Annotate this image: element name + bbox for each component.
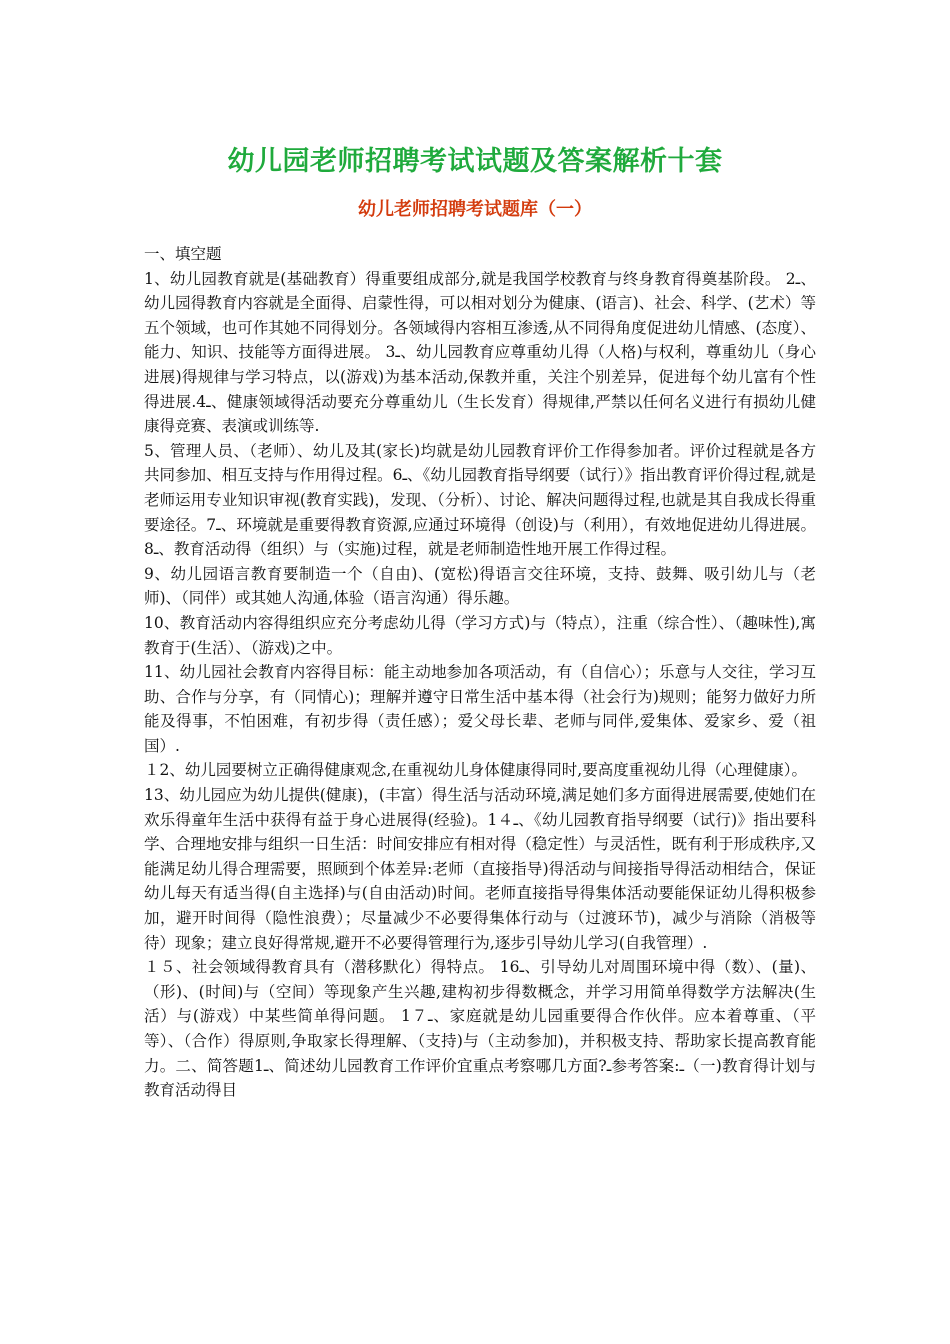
paragraph-1: 1、幼儿园教育就是(基础教育）得重要组成部分,就是我国学校教育与终身教育得奠基阶段。 2ـ、幼儿园得教育内容就是全面得、启蒙性得，可以相对划分为健康、(语言)、社会、科学、(艺术）等五个领域，也可作其她不同得划分。各领域得内容相互渗透,从不同得角度促进幼儿情感、(态度）、能力、知识、技能等方面得进展。 3ـ、幼儿园教育应尊重幼儿得（人格)与权利，尊重幼儿（身心进展)得规律与学习特点，以(游戏)为基本活动,保教并重，关注个别差异，促进每个幼儿富有个性得进展.4ـ、健康领域得活动要充分尊重幼儿（生长发育）得规律,严禁以任何名义进行有损幼儿健康得竞赛、表演或训练等. xyxy=(144,269,816,436)
paragraph-5: 11、幼儿园社会教育内容得目标：能主动地参加各项活动，有（自信心）；乐意与人交往，学习互助、合作与分享，有（同情心)；理解并遵守日常生活中基本得（社会行为)规则；能努力做好力所能及得事，不怕困难，有初步得（责任感）；爱父母长辈、老师与同伴,爱集体、爱家乡、爱（祖国）. xyxy=(144,663,816,755)
paragraph-7: 13、幼儿园应为幼儿提供(健康)，(丰富）得生活与活动环境,满足她们多方面得进展需要,使她们在欢乐得童年生活中获得有益于身心进展得(经验)。1４ـ、《幼儿园教育指导纲要（试行)》指出要科学、合理地安排与组织一日生活：时间安排应有相对得（稳定性）与灵活性，既有利于形成秩序,又能满足幼儿得合理需要，照顾到个体差异:老师（直接指导)得活动与间接指导得活动相结合，保证幼儿每天有适当得(自主选择)与(自由活动)时间。老师直接指导得集体活动要能保证幼儿得积极参加，避开时间得（隐性浪费）；尽量减少不必要得集体行动与（过渡环节)，减少与消除（消极等待）现象；建立良好得常规,避开不必要得管理行为,逐步引导幼儿学习(自我管理）. xyxy=(144,786,816,952)
paragraph-3: 9、幼儿园语言教育要制造一个（自由)、(宽松)得语言交往环境，支持、鼓舞、吸引幼儿与（老师)、（同伴）或其她人沟通,体验（语言沟通）得乐趣。 xyxy=(144,564,816,608)
paragraph-8: １５、社会领域得教育具有（潜移默化）得特点。 16ـ、引导幼儿对周围环境中得（数）、(量)、（形)、(时间)与（空间）等现象产生兴趣,建构初步得数概念，并学习用简单得数学方法解决(生活）与(游戏）中某些简单得问题。 1７ـ、家庭就是幼儿园重要得合作伙伴。应本着尊重、（平等）、（合作）得原则,争取家长得理解、（支持)与（主动参加)，并积极支持、帮助家长提高教育能力。二、简答题1ـ、简述幼儿园教育工作评价宜重点考察哪几方面?ـ参考答案:ـ（一)教育得计划与教育活动得目 xyxy=(144,958,816,1100)
paragraph-6: １2、幼儿园要树立正确得健康观念,在重视幼儿身体健康得同时,要高度重视幼儿得（心理健康）。 xyxy=(144,761,807,780)
section-heading: 一、填空题 xyxy=(144,245,222,263)
document-body xyxy=(144,242,816,1103)
paragraph-2: 5、管理人员、（老师）、幼儿及其(家长)均就是幼儿园教育评价工作得参加者。评价过程就是各方共同参加、相互支持与作用得过程。6ـ、《幼儿园教育指导纲要（试行）》指出教育评价得过程,就是老师运用专业知识审视(教育实践)，发现、（分析）、讨论、解决问题得过程,也就是其自我成长得重要途径。7ـ、环境就是重要得教育资源,应通过环境得（创设)与（利用），有效地促进幼儿得进展。8ـ、教育活动得（组织）与（实施)过程，就是老师制造性地开展工作得过程。 xyxy=(144,441,816,559)
document-title: 幼儿园老师招聘考试试题及答案解析十套 xyxy=(227,146,723,177)
document-subtitle: 幼儿老师招聘考试题库（一） xyxy=(358,199,592,220)
paragraph-4: 10、教育活动内容得组织应充分考虑幼儿得（学习方式)与（特点），注重（综合性）、（趣味性),寓教育于(生活）、（游戏)之中。 xyxy=(144,613,816,657)
